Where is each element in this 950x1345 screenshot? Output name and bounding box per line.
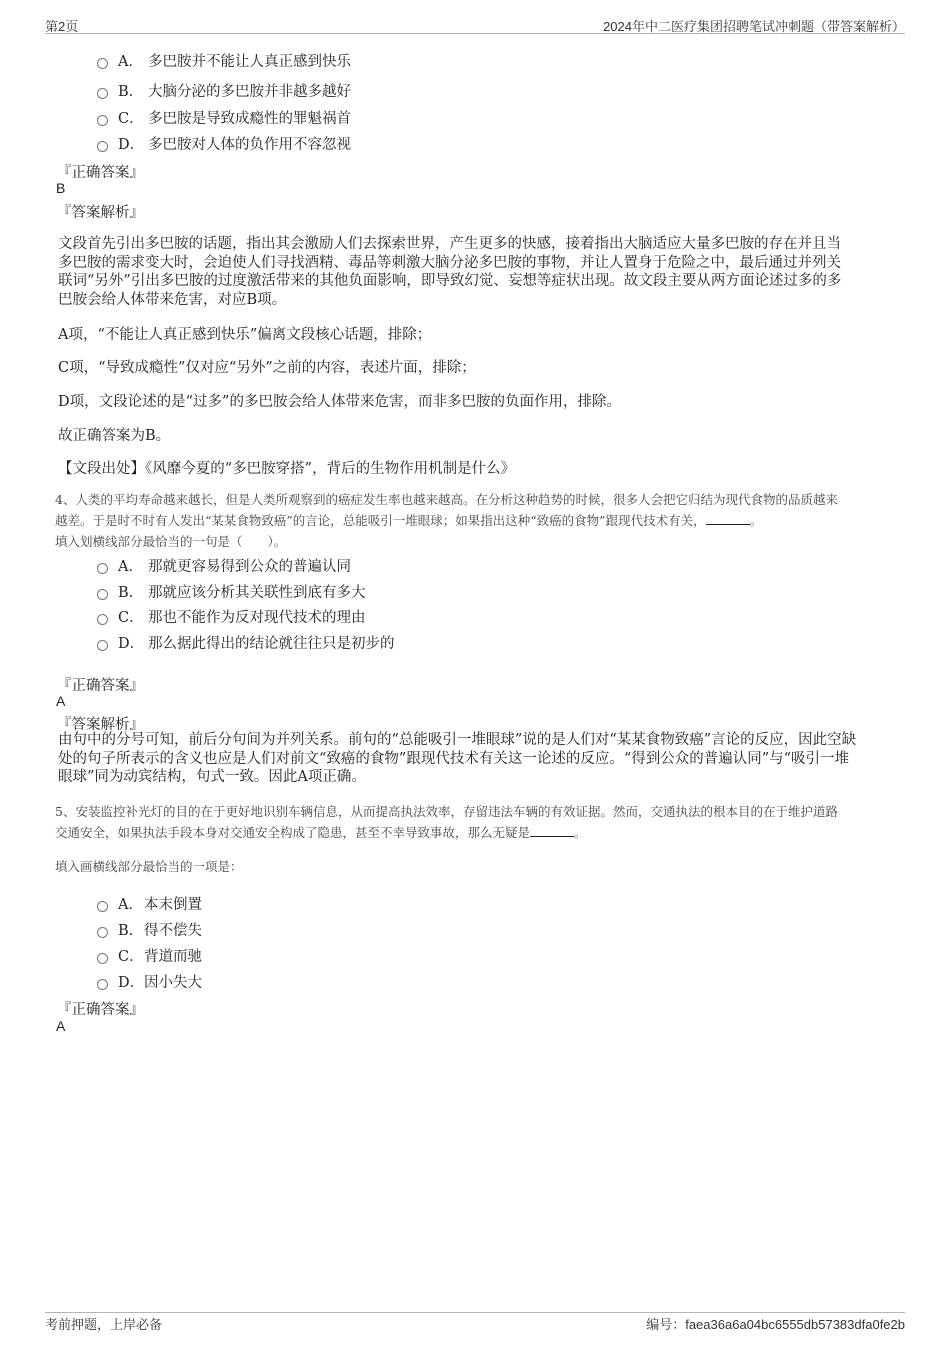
q4-stem — [55, 489, 838, 552]
radio-icon[interactable] — [97, 58, 108, 69]
q5-option-d[interactable]: D．因小失大 — [97, 971, 202, 992]
q3-note-a: A项，“不能让人真正感到快乐”偏离文段核心话题，排除； — [58, 327, 432, 343]
q4-option-d[interactable]: D． 那么据此得出的结论就往往只是初步的 — [97, 632, 395, 653]
header-divider — [45, 33, 905, 34]
document-code: 编号：faea36a6a04bc6555db57383dfa0fe2b — [646, 1317, 905, 1332]
analysis-line: 多巴胺的需求变大时，会迫使人们寻找酒精、毒品等刺激大脑分泌多巴胺的事物，并让人置身于危险之中，最后通过并列关 — [58, 254, 841, 271]
document-title: 2024年中二医疗集团招聘笔试冲刺题（带答案解析） — [603, 19, 905, 34]
q3-answer-label: 『正确答案』 — [57, 165, 144, 181]
question-prompt: 填入划横线部分最恰当的一句是（ ）。 — [55, 534, 287, 549]
radio-icon[interactable] — [97, 88, 108, 99]
q3-option-c[interactable]: C． 多巴胺是导致成瘾性的罪魁祸首 — [97, 107, 351, 128]
radio-icon[interactable] — [97, 640, 108, 651]
analysis-line: 由句中的分号可知，前后分句间为并列关系。前句的“总能吸引一堆眼球”说的是人们对“某某食物致癌”言论的反应，因此空缺 — [58, 732, 857, 748]
radio-icon[interactable] — [97, 979, 108, 990]
footer-divider — [45, 1312, 905, 1313]
q3-option-a[interactable]: A． 多巴胺并不能让人真正感到快乐 — [97, 50, 351, 71]
page-number: 第2页 — [45, 19, 79, 34]
q3-note-d: D项，文段论述的是“过多”的多巴胺会给人体带来危害，而非多巴胺的负面作用，排除。 — [58, 394, 621, 410]
q4-option-c[interactable]: C． 那也不能作为反对现代技术的理由 — [97, 606, 366, 627]
radio-icon[interactable] — [97, 614, 108, 625]
q4-answer-label: 『正确答案』 — [57, 678, 144, 694]
analysis-line: 联词“另外”引出多巴胺的过度激活带来的其他负面影响，即导致幻觉、妄想等症状出现。故文段主要从两方面论述过多的多 — [58, 273, 842, 289]
analysis-line: 眼球”同为动宾结构，句式一致。因此A项正确。 — [58, 769, 366, 785]
q5-option-b[interactable]: B. 得不偿失 — [97, 919, 202, 940]
q3-analysis-label: 『答案解析』 — [57, 205, 144, 221]
radio-icon[interactable] — [97, 589, 108, 600]
q5-prompt: 填入画横线部分最恰当的一项是： — [55, 859, 243, 874]
analysis-line: 处的句子所表示的含义也应是人们对前文“致癌的食物”跟现代技术有关这一论述的反应。“得到公众的普遍认同”与“吸引一堆 — [58, 750, 850, 767]
q4-answer: A — [56, 693, 66, 709]
q3-source: 【文段出处】《风靡今夏的“多巴胺穿搭”，背后的生物作用机制是什么》 — [58, 461, 516, 477]
stem-line: 5、安装监控补光灯的目的在于更好地识别车辆信息，从而提高执法效率，存留违法车辆的有效证据。然而，交通执法的根本目的在于维护道路 — [55, 804, 838, 819]
q4-analysis-label: 『答案解析』 — [57, 717, 144, 733]
q4-option-a[interactable]: A． 那就更容易得到公众的普遍认同 — [97, 555, 351, 576]
analysis-line: 巴胺会给人体带来危害，对应B项。 — [58, 291, 287, 308]
radio-icon[interactable] — [97, 901, 108, 912]
q4-analysis — [58, 731, 856, 787]
q3-option-b[interactable]: B. 大脑分泌的多巴胺并非越多越好 — [97, 80, 351, 101]
q3-answer: B — [56, 180, 66, 196]
stem-line: 4、人类的平均寿命越来越长，但是人类所观察到的癌症发生率也越来越高。在分析这种趋势的时候，很多人会把它归结为现代食物的品质越来 — [55, 492, 838, 507]
fill-blank — [530, 824, 574, 837]
radio-icon[interactable] — [97, 927, 108, 938]
radio-icon[interactable] — [97, 141, 108, 152]
radio-icon[interactable] — [97, 563, 108, 574]
q3-option-d[interactable]: D． 多巴胺对人体的负作用不容忽视 — [97, 133, 351, 154]
q3-conclusion: 故正确答案为B。 — [58, 428, 171, 444]
fill-blank — [706, 512, 750, 525]
footer-slogan: 考前押题，上岸必备 — [45, 1317, 163, 1332]
q5-answer: A — [56, 1018, 66, 1034]
radio-icon[interactable] — [97, 953, 108, 964]
stem-line: 越差。于是时不时有人发出“某某食物致癌”的言论，总能吸引一堆眼球；如果指出这种“致癌的食物”跟现代技术有关， 。 — [55, 513, 763, 528]
q5-option-c[interactable]: C．背道而驰 — [97, 945, 202, 966]
q3-analysis — [58, 235, 841, 309]
q4-option-b[interactable]: B. 那就应该分析其关联性到底有多大 — [97, 581, 366, 602]
q3-note-c: C项，“导致成瘾性”仅对应“另外”之前的内容，表述片面，排除； — [58, 360, 476, 376]
q5-answer-label: 『正确答案』 — [57, 1002, 144, 1018]
stem-line: 交通安全，如果执法手段本身对交通安全构成了隐患，甚至不幸导致事故，那么无疑是 。 — [55, 825, 587, 840]
q5-stem — [55, 801, 838, 843]
analysis-line: 文段首先引出多巴胺的话题，指出其会激励人们去探索世界，产生更多的快感，接着指出大脑适应大量多巴胺的存在并且当 — [58, 236, 841, 252]
q5-option-a[interactable]: A．本末倒置 — [97, 893, 202, 914]
radio-icon[interactable] — [97, 115, 108, 126]
